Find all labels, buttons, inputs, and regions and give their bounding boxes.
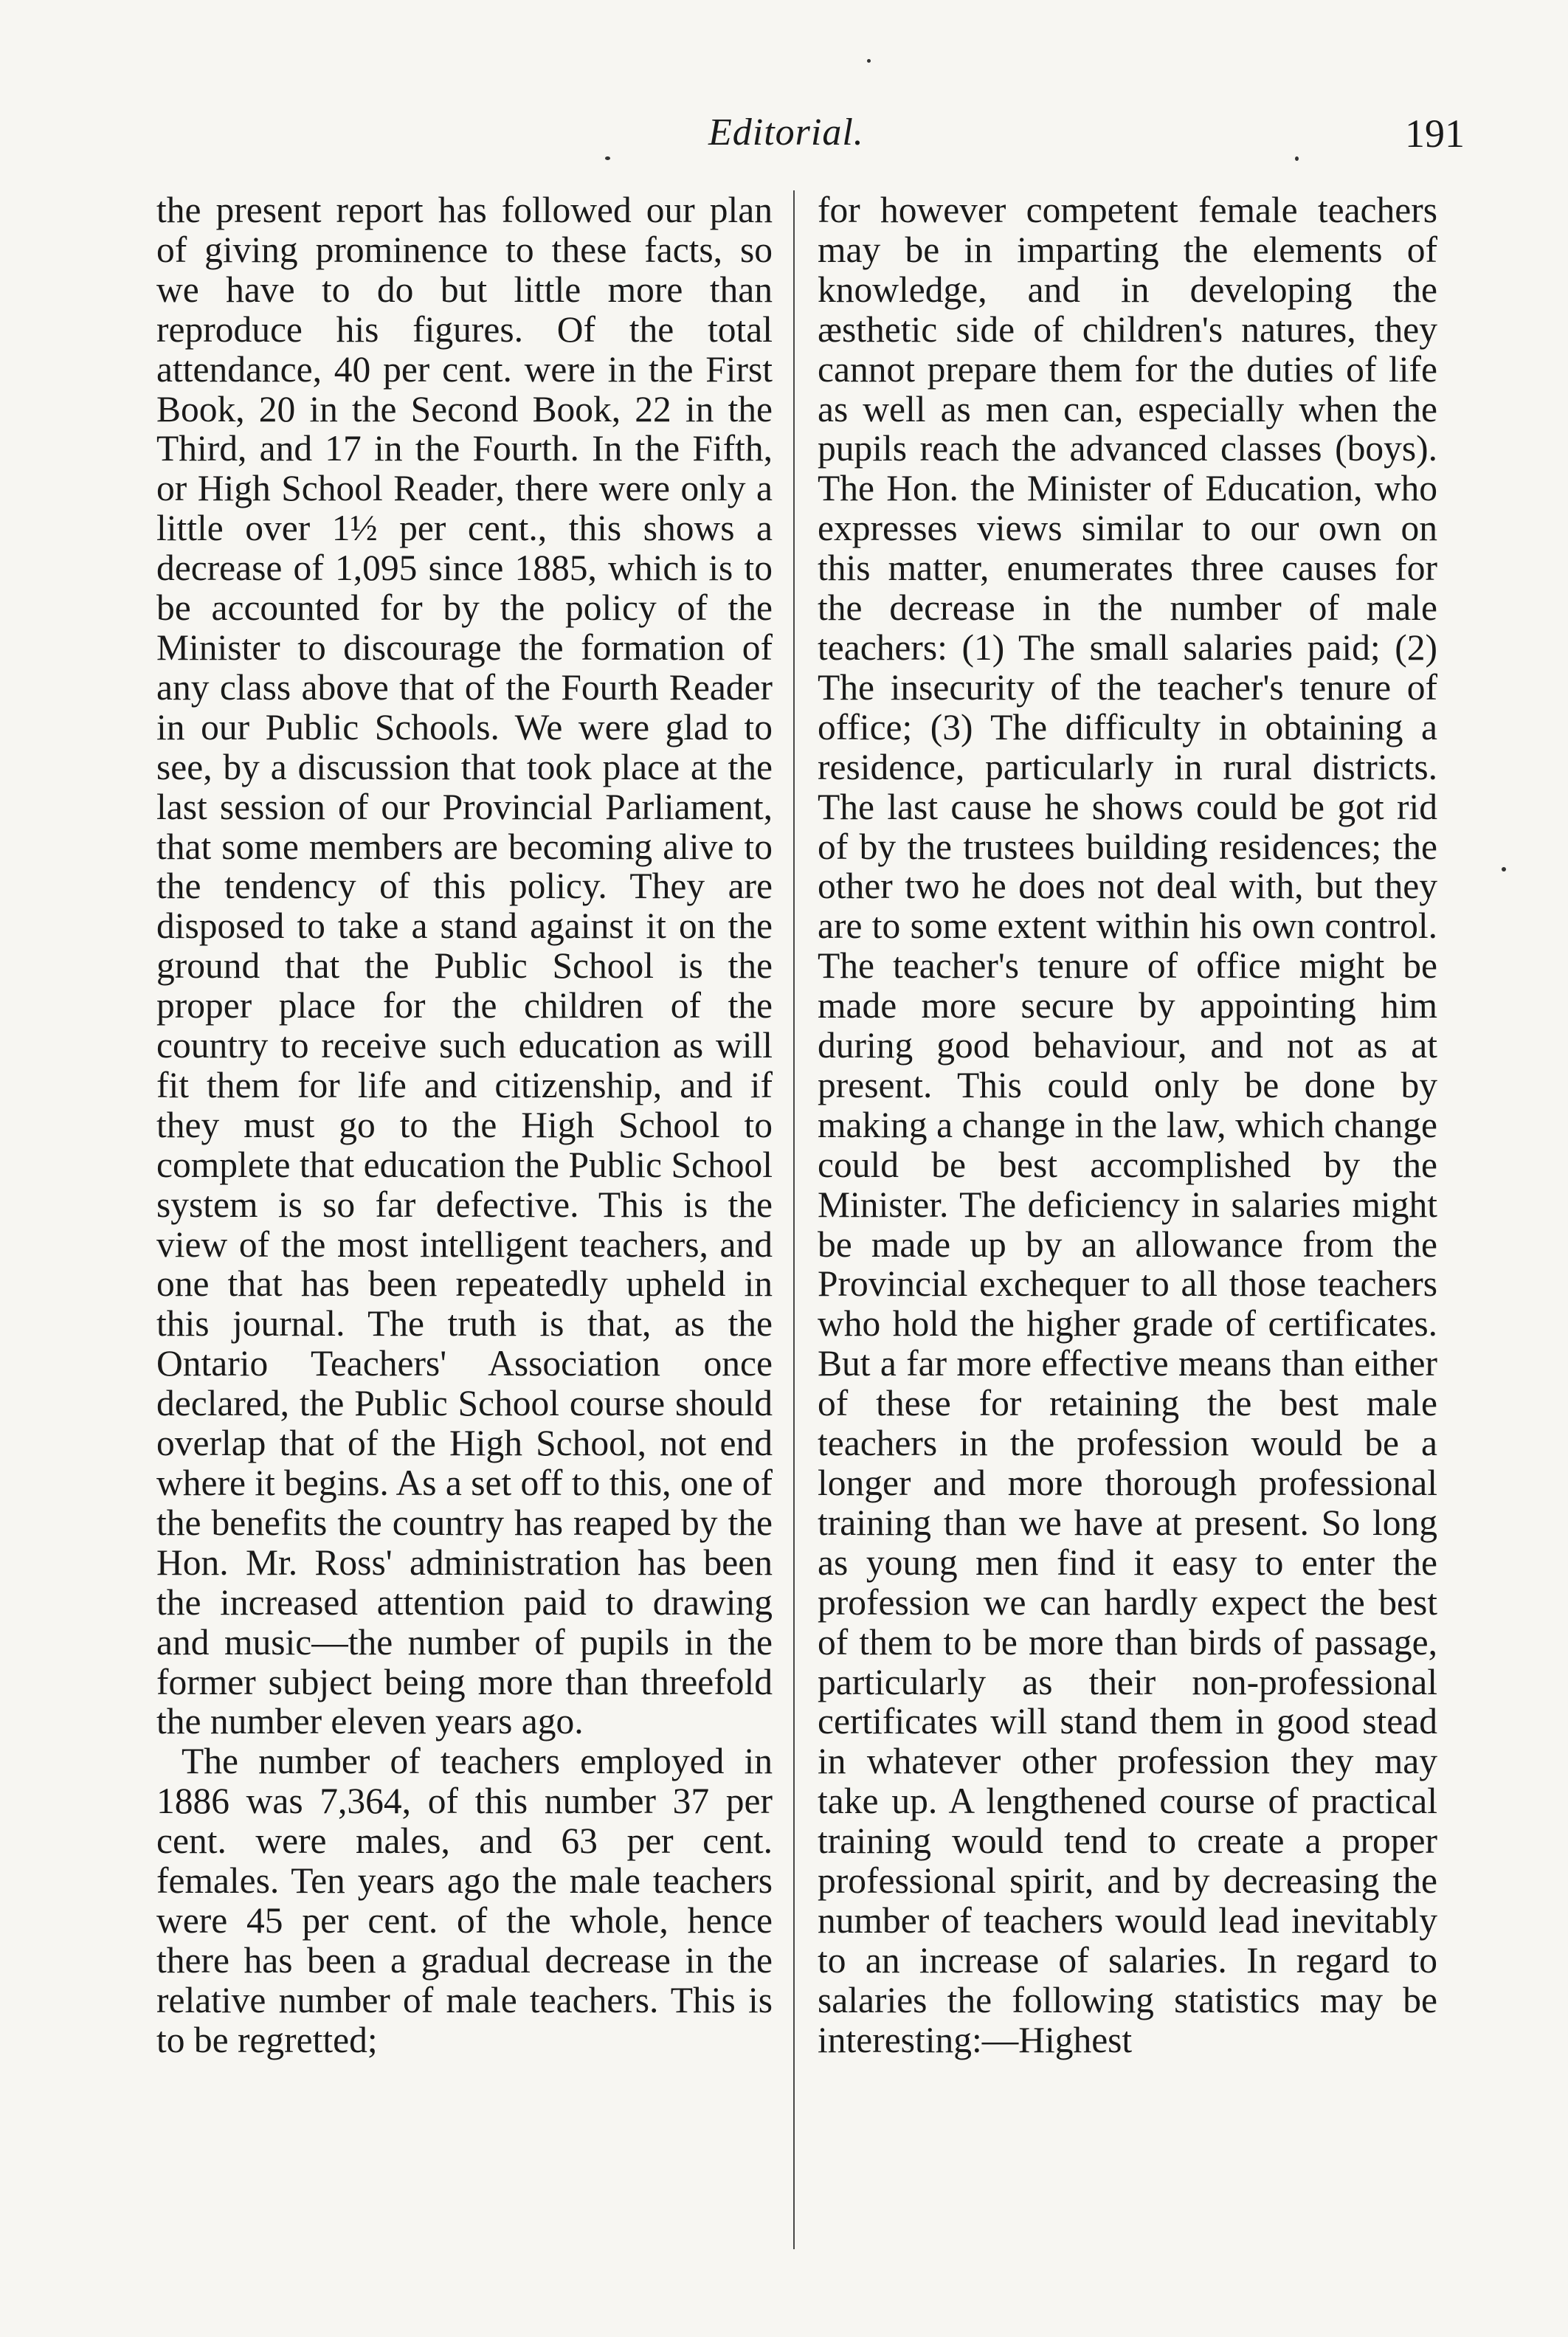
print-speck bbox=[605, 156, 610, 160]
left-column bbox=[156, 190, 773, 2060]
print-speck bbox=[1502, 867, 1506, 871]
print-speck bbox=[867, 59, 871, 63]
right-paragraph-1: for however competent female teachers may be in imparting the elements of knowledge, and in developing the æsthetic side of children's natures, they cannot prepare them for the duties of life as well as men can, especially when the pupils reach the advanced classes (boys). The Hon. the Minister of Education, who expresses views similar to our own on this matter, enumerates three causes for the decrease in the number of male teachers: (1) The small salaries paid; (2) The insecurity of the teacher's tenure of office; (3) The difficulty in obtaining a residence, particularly in rural districts. The last cause he shows could be got rid of by the trustees building residences; the other two he does not deal with, but they are to some extent within his own control. The teacher's tenure of office might be made more secure by appointing him during good behaviour, and not as at present. This could only be done by making a change in the law, which change could be best accomplished by the Minister. The deficiency in salaries might be made up by an allowance from the Provincial exchequer to all those teachers who hold the higher grade of certificates. But a far more effective means than either of these for retaining the best male teachers in the profession would be a longer and more thorough professional training than we have at present. So long as young men find it easy to enter the profession we can hardly expect the best of them to be more than birds of passage, particularly as their non-professional certificates will stand them in good stead in whatever other profession they may take up. A lengthened course of practical training would tend to create a proper professional spirit, and by decreasing the number of teachers would lead inevitably to an increase of salaries. In regard to salaries the following statistics may be interesting:—Highest bbox=[818, 190, 1437, 2060]
page-number: 191 bbox=[1405, 111, 1465, 156]
right-column bbox=[818, 190, 1437, 2060]
running-head bbox=[0, 111, 1568, 170]
running-title: Editorial. bbox=[708, 111, 864, 153]
left-paragraph-2: The number of teachers employed in 1886 was 7,364, of this number 37 per cent. were males, and 63 per cent. females. Ten years ago the male teachers were 45 per cent. of the whole, hence there has been a gradual decrease in the relative number of male teachers. This is to be regretted; bbox=[156, 1741, 773, 2060]
column-rule bbox=[793, 190, 795, 2249]
left-paragraph-1: the present report has followed our plan of giving prominence to these facts, so we have to do but little more than reproduce his figures. Of the total attendance, 40 per cent. were in the First Book, 20 in the Second Book, 22 in the Third, and 17 in the Fourth. In the Fifth, or High School Reader, there were only a little over 1½ per cent., this shows a decrease of 1,095 since 1885, which is to be accounted for by the policy of the Minister to discourage the formation of any class above that of the Fourth Reader in our Public Schools. We were glad to see, by a discussion that took place at the last session of our Provincial Parliament, that some members are becoming alive to the tendency of this policy. They are disposed to take a stand against it on the ground that the Public School is the proper place for the children of the country to receive such education as will fit them for life and citizenship, and if they must go to the High School to complete that education the Public School system is so far defective. This is the view of the most intelligent teachers, and one that has been repeatedly upheld in this journal. The truth is that, as the Ontario Teachers' Association once declared, the Public School course should overlap that of the High School, not end where it begins. As a set off to this, one of the benefits the country has reaped by the Hon. Mr. Ross' administration has been the increased attention paid to drawing and music—the number of pupils in the former subject being more than threefold the number eleven years ago. bbox=[156, 190, 773, 1742]
print-speck bbox=[1295, 156, 1299, 161]
